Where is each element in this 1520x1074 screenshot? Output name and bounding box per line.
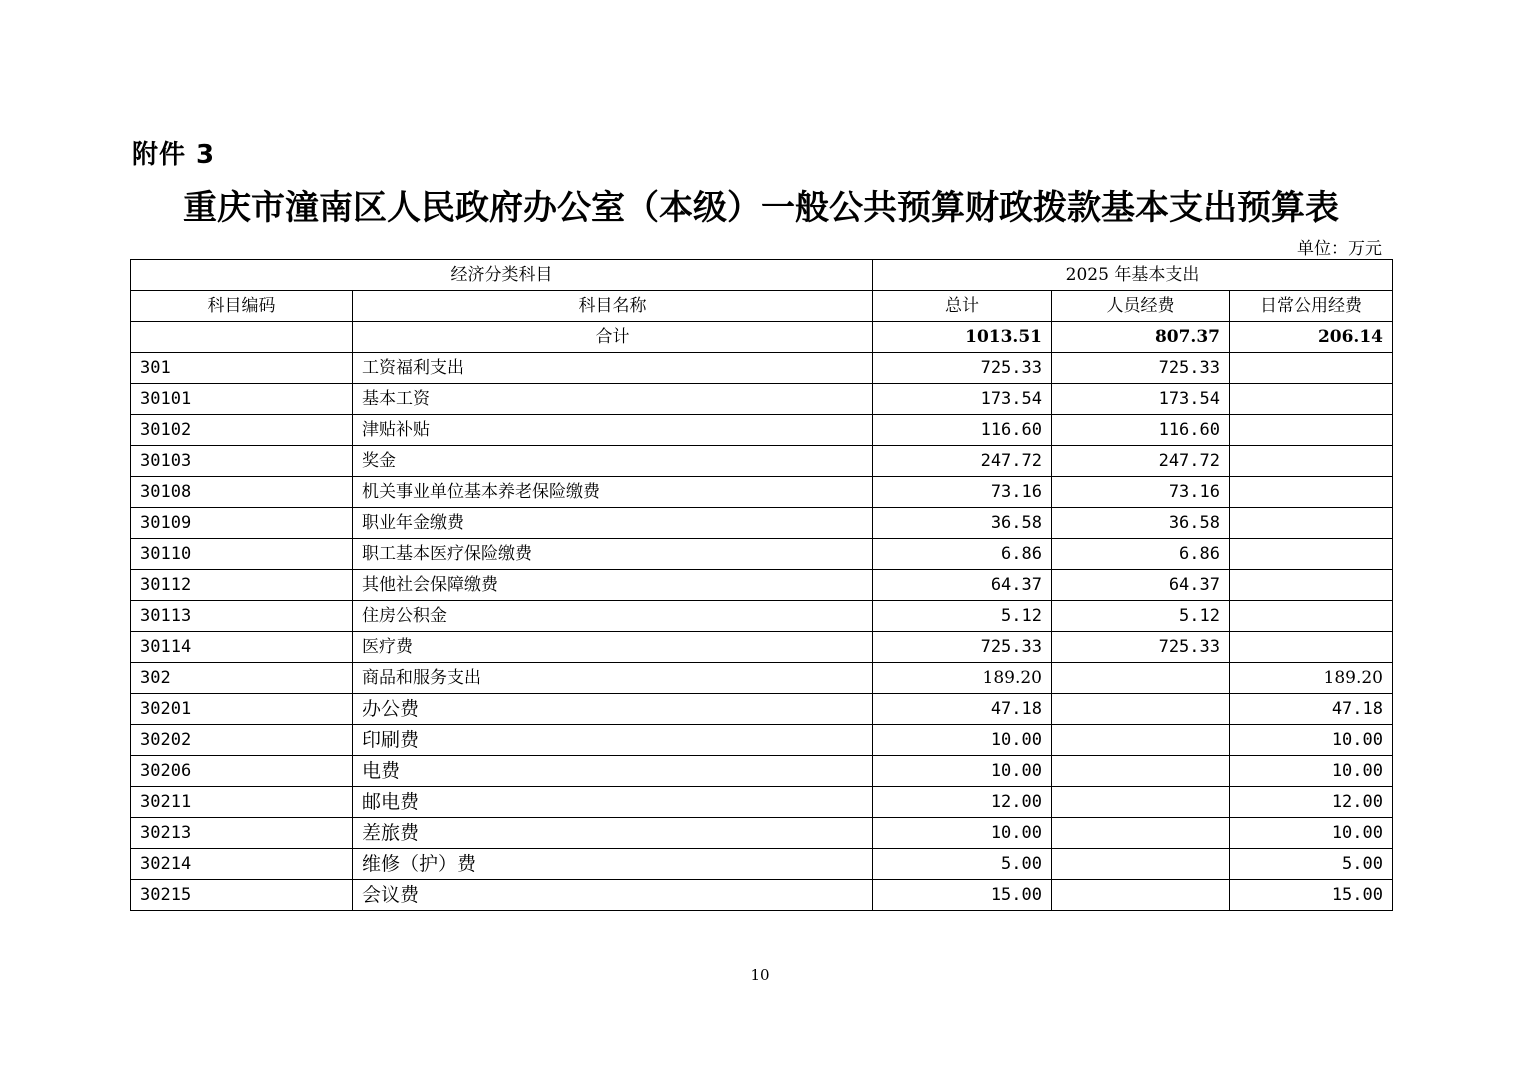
- personnel-amount: 725.33: [1052, 353, 1230, 384]
- table-row: [131, 849, 1393, 880]
- total-amount: 725.33: [873, 353, 1052, 384]
- public-amount: 15.00: [1230, 880, 1393, 911]
- public-amount: [1230, 384, 1393, 415]
- subject-name: 机关事业单位基本养老保险缴费: [353, 477, 873, 508]
- subject-code: 30112: [131, 570, 353, 601]
- personnel-amount: [1052, 694, 1230, 725]
- public-amount: 10.00: [1230, 756, 1393, 787]
- header-name: 科目名称: [353, 291, 873, 322]
- subject-code: 30101: [131, 384, 353, 415]
- total-amount: 73.16: [873, 477, 1052, 508]
- public-amount: 189.20: [1230, 663, 1393, 694]
- personnel-amount: 116.60: [1052, 415, 1230, 446]
- category-row: [131, 353, 1393, 384]
- total-amount: 247.72: [873, 446, 1052, 477]
- table-row: [131, 508, 1393, 539]
- attachment-label: 附件 3: [132, 140, 216, 170]
- public-amount: [1230, 570, 1393, 601]
- personnel-amount: 173.54: [1052, 384, 1230, 415]
- table-row: [131, 632, 1393, 663]
- total-amount: 12.00: [873, 787, 1052, 818]
- subject-code: 30206: [131, 756, 353, 787]
- table-row: [131, 477, 1393, 508]
- table-row: [131, 880, 1393, 911]
- public-amount: [1230, 415, 1393, 446]
- total-value: 1013.51: [873, 322, 1052, 353]
- budget-table: [130, 259, 1393, 911]
- subject-code: 30202: [131, 725, 353, 756]
- public-amount: [1230, 446, 1393, 477]
- personnel-amount: 36.58: [1052, 508, 1230, 539]
- public-amount: 47.18: [1230, 694, 1393, 725]
- table-row: [131, 446, 1393, 477]
- header-total: 总计: [873, 291, 1052, 322]
- total-amount: 116.60: [873, 415, 1052, 446]
- total-amount: 189.20: [873, 663, 1052, 694]
- header-basic-expenditure: 2025 年基本支出: [873, 260, 1393, 291]
- subject-name: 基本工资: [353, 384, 873, 415]
- total-amount: 5.00: [873, 849, 1052, 880]
- table-row: [131, 818, 1393, 849]
- table-row: [131, 415, 1393, 446]
- subject-name: 维修（护）费: [353, 849, 873, 880]
- public-amount: [1230, 508, 1393, 539]
- personnel-amount: [1052, 787, 1230, 818]
- table-row: [131, 601, 1393, 632]
- subject-name: 津贴补贴: [353, 415, 873, 446]
- public-amount: 5.00: [1230, 849, 1393, 880]
- public-amount: [1230, 539, 1393, 570]
- personnel-amount: [1052, 849, 1230, 880]
- public-amount: [1230, 632, 1393, 663]
- subject-code: 30113: [131, 601, 353, 632]
- personnel-amount: [1052, 880, 1230, 911]
- public-amount: 10.00: [1230, 818, 1393, 849]
- subject-code: 30110: [131, 539, 353, 570]
- total-amount: 10.00: [873, 725, 1052, 756]
- table-row: [131, 756, 1393, 787]
- subject-name: 医疗费: [353, 632, 873, 663]
- subject-name: 职工基本医疗保险缴费: [353, 539, 873, 570]
- subject-code: 30201: [131, 694, 353, 725]
- subject-name: 办公费: [353, 694, 873, 725]
- personnel-amount: 725.33: [1052, 632, 1230, 663]
- total-amount: 5.12: [873, 601, 1052, 632]
- header-personnel: 人员经费: [1052, 291, 1230, 322]
- subject-name: 邮电费: [353, 787, 873, 818]
- personnel-amount: [1052, 663, 1230, 694]
- personnel-amount: 5.12: [1052, 601, 1230, 632]
- header-code: 科目编码: [131, 291, 353, 322]
- table-row: [131, 384, 1393, 415]
- page-title: 重庆市潼南区人民政府办公室（本级）一般公共预算财政拨款基本支出预算表: [183, 188, 1339, 228]
- total-amount: 15.00: [873, 880, 1052, 911]
- total-row: [131, 322, 1393, 353]
- total-amount: 47.18: [873, 694, 1052, 725]
- public-amount: 10.00: [1230, 725, 1393, 756]
- personnel-amount: [1052, 725, 1230, 756]
- total-public: 206.14: [1230, 322, 1393, 353]
- personnel-amount: [1052, 818, 1230, 849]
- public-amount: 12.00: [1230, 787, 1393, 818]
- subject-name: 奖金: [353, 446, 873, 477]
- total-personnel: 807.37: [1052, 322, 1230, 353]
- unit-label: 单位：万元: [1297, 239, 1382, 259]
- subject-name: 工资福利支出: [353, 353, 873, 384]
- personnel-amount: 64.37: [1052, 570, 1230, 601]
- subject-code: 302: [131, 663, 353, 694]
- subject-code: 30114: [131, 632, 353, 663]
- personnel-amount: 247.72: [1052, 446, 1230, 477]
- total-code-cell: [131, 322, 353, 353]
- header-group-row: [131, 260, 1393, 291]
- table-row: [131, 570, 1393, 601]
- subject-code: 30215: [131, 880, 353, 911]
- total-amount: 725.33: [873, 632, 1052, 663]
- subject-name: 住房公积金: [353, 601, 873, 632]
- total-amount: 10.00: [873, 818, 1052, 849]
- public-amount: [1230, 353, 1393, 384]
- total-amount: 36.58: [873, 508, 1052, 539]
- subject-code: 30109: [131, 508, 353, 539]
- header-economic-classification: 经济分类科目: [131, 260, 873, 291]
- personnel-amount: 73.16: [1052, 477, 1230, 508]
- public-amount: [1230, 477, 1393, 508]
- table-row: [131, 539, 1393, 570]
- subject-code: 30213: [131, 818, 353, 849]
- subject-code: 301: [131, 353, 353, 384]
- subject-name: 职业年金缴费: [353, 508, 873, 539]
- total-amount: 10.00: [873, 756, 1052, 787]
- total-label: 合计: [353, 322, 873, 353]
- personnel-amount: 6.86: [1052, 539, 1230, 570]
- total-amount: 6.86: [873, 539, 1052, 570]
- page-number: 10: [750, 966, 770, 984]
- table-row: [131, 694, 1393, 725]
- subject-name: 电费: [353, 756, 873, 787]
- subject-name: 商品和服务支出: [353, 663, 873, 694]
- subject-name: 印刷费: [353, 725, 873, 756]
- category-row: [131, 663, 1393, 694]
- subject-code: 30211: [131, 787, 353, 818]
- subject-code: 30108: [131, 477, 353, 508]
- header-column-row: [131, 291, 1393, 322]
- subject-name: 差旅费: [353, 818, 873, 849]
- subject-name: 会议费: [353, 880, 873, 911]
- public-amount: [1230, 601, 1393, 632]
- total-amount: 64.37: [873, 570, 1052, 601]
- subject-code: 30102: [131, 415, 353, 446]
- personnel-amount: [1052, 756, 1230, 787]
- subject-code: 30103: [131, 446, 353, 477]
- subject-code: 30214: [131, 849, 353, 880]
- header-public: 日常公用经费: [1230, 291, 1393, 322]
- table-row: [131, 725, 1393, 756]
- subject-name: 其他社会保障缴费: [353, 570, 873, 601]
- table-row: [131, 787, 1393, 818]
- total-amount: 173.54: [873, 384, 1052, 415]
